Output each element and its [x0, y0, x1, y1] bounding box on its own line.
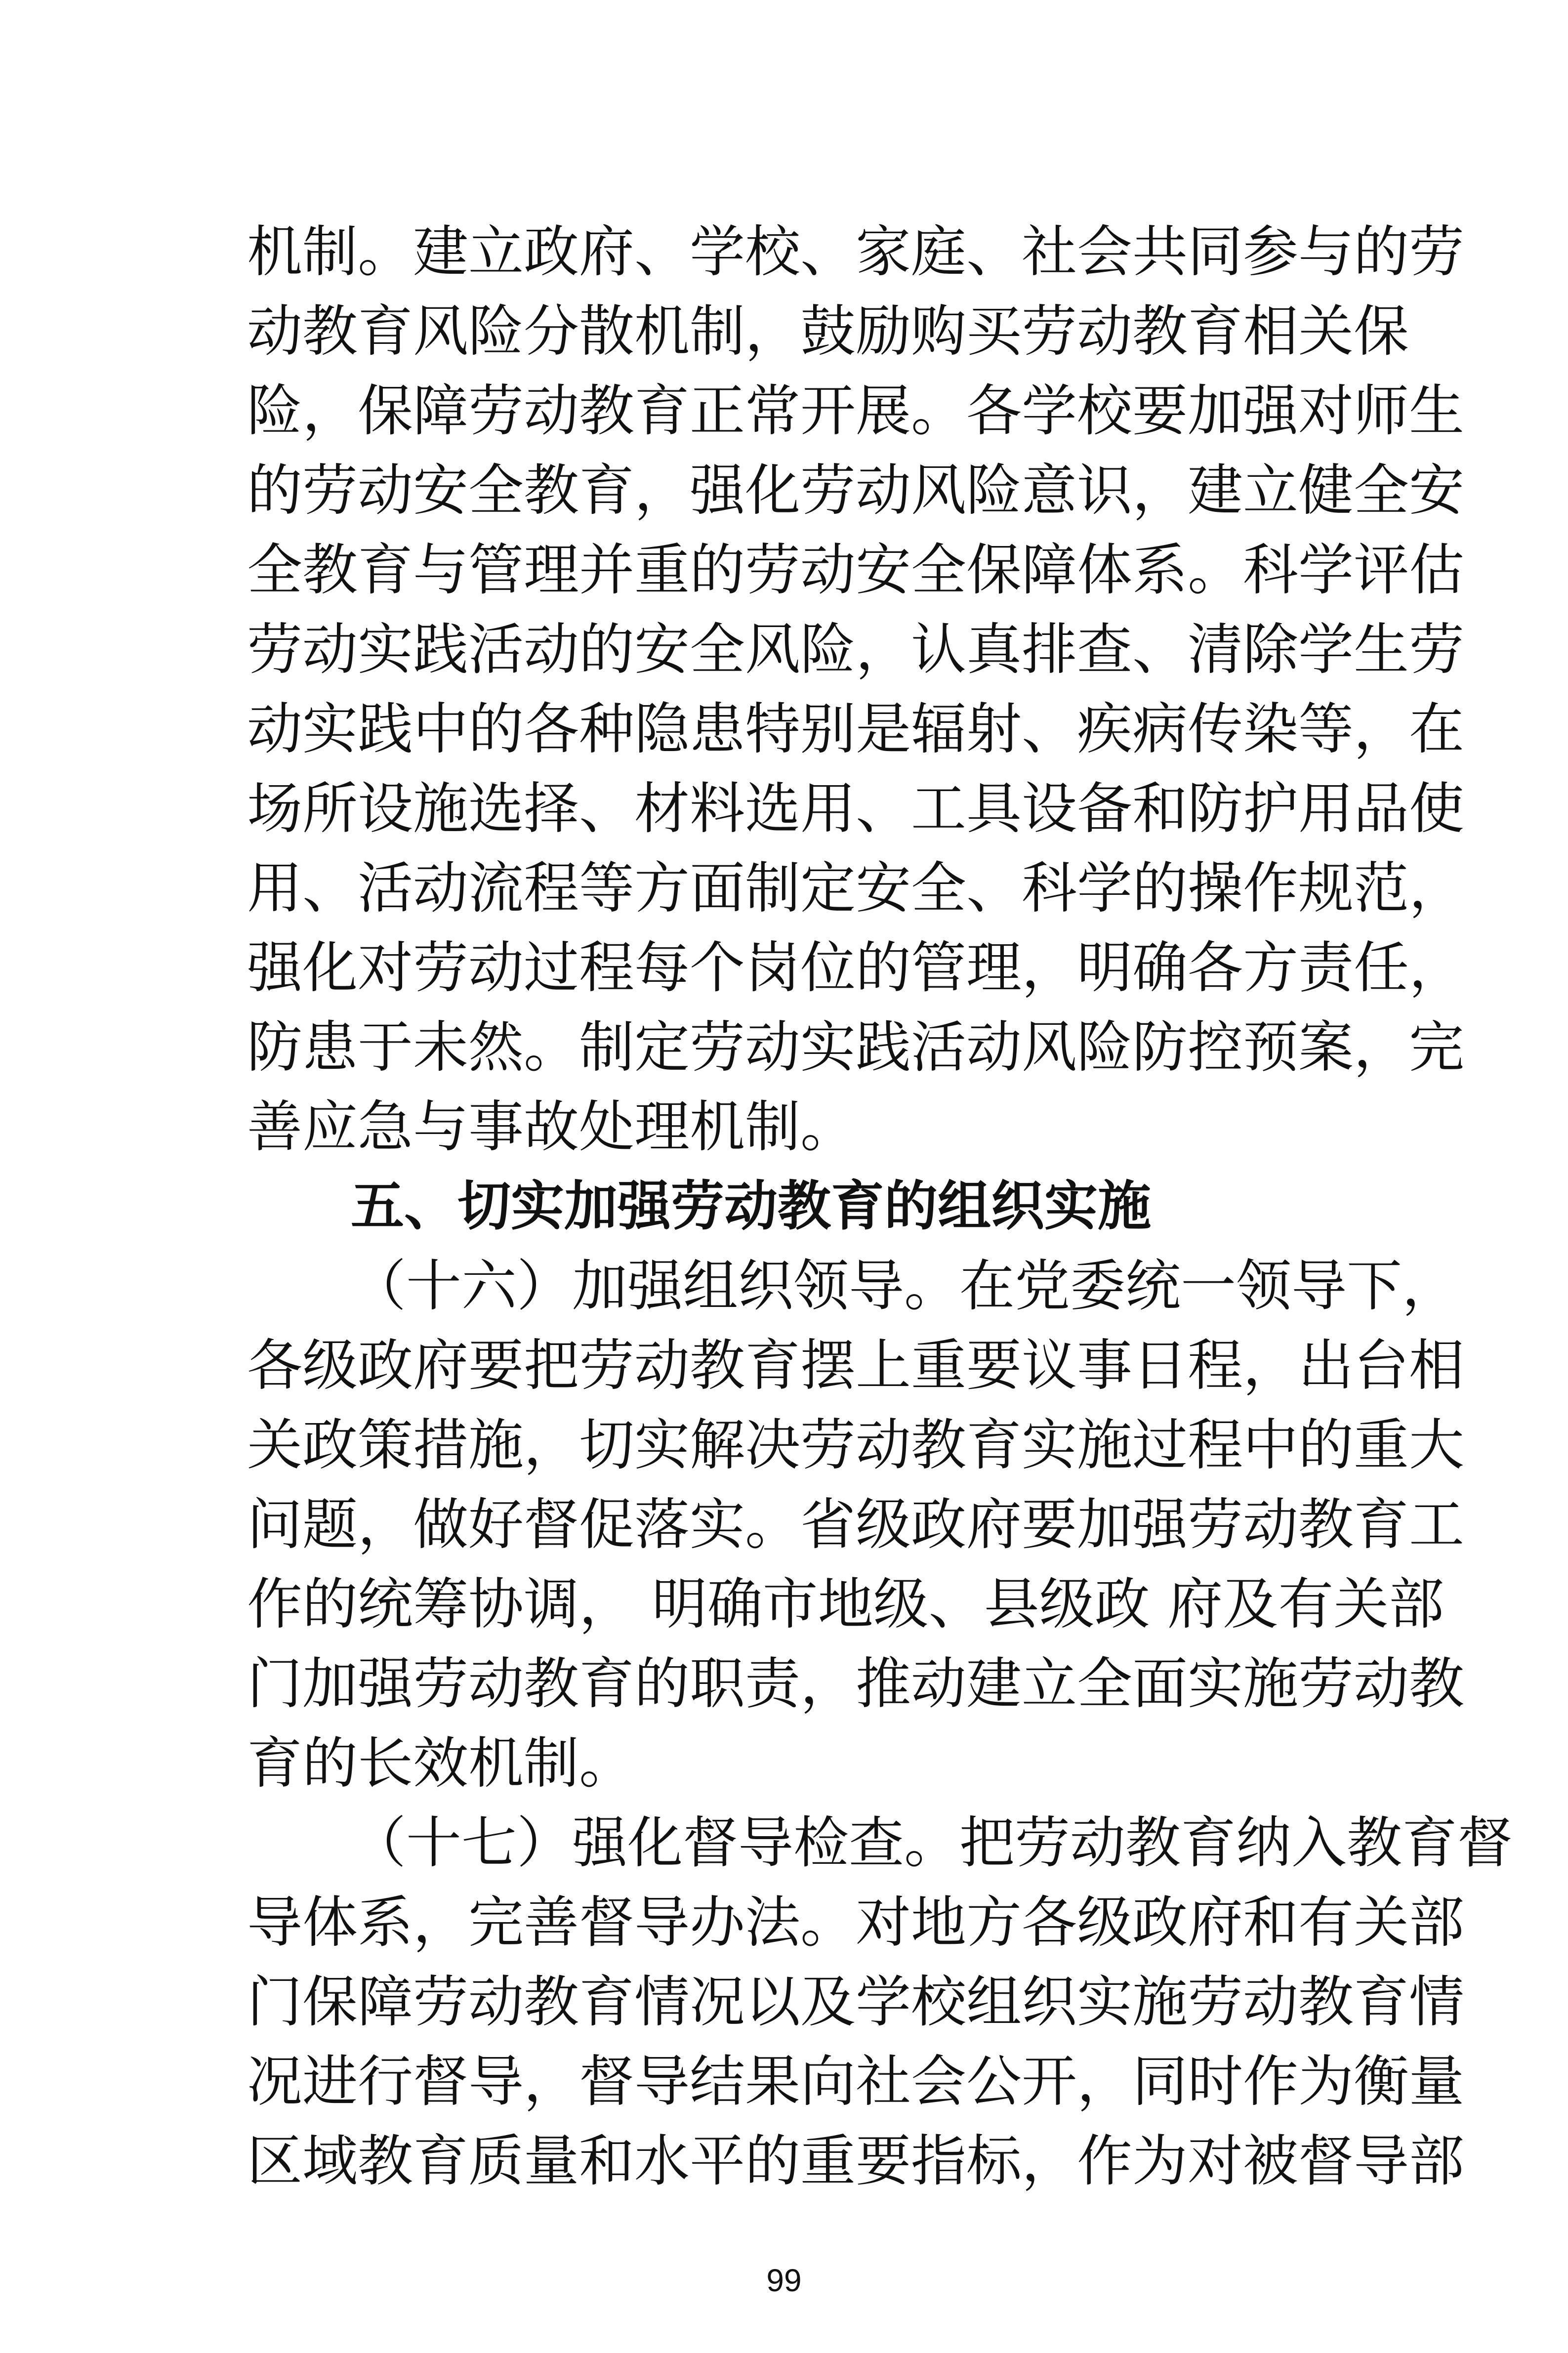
paragraph-line: 场所设施选择、材料选用、工具设备和防护用品使 [247, 777, 1464, 841]
paragraph-line: 的劳动安全教育，强化劳动风险意识，建立健全安 [247, 459, 1464, 523]
paragraph-line: 门加强劳动教育的职责，推动建立全面实施劳动教 [247, 1652, 1464, 1716]
paragraph-line: 育的长效机制。 [247, 1731, 634, 1796]
paragraph-line: 防患于未然。制定劳动实践活动风险防控预案，完 [247, 1015, 1464, 1080]
paragraph-line: 动实践中的各种隐患特别是辐射、疾病传染等，在 [247, 697, 1464, 761]
paragraph-line: 机制。建立政府、学校、家庭、社会共同参与的劳 [247, 220, 1464, 284]
paragraph-line: 况进行督导，督导结果向社会公开，同时作为衡量 [247, 2050, 1464, 2114]
section-heading: 五、切实加强劳动教育的组织实施 [351, 1176, 1152, 1237]
paragraph-line: 作的统筹协调， 明确市地级、县级政 府及有关部 [247, 1572, 1444, 1637]
page-number: 99 [766, 2263, 802, 2298]
paragraph-line: 险，保障劳动教育正常开展。各学校要加强对师生 [247, 379, 1464, 443]
paragraph-line: 区域教育质量和水平的重要指标，作为对被督导部 [247, 2129, 1464, 2193]
paragraph-line: （十七）强化督导检查。把劳动教育纳入教育督 [351, 1811, 1513, 1875]
paragraph-line: 导体系，完善督导办法。对地方各级政府和有关部 [247, 1891, 1464, 1955]
paragraph-line: 用、活动流程等方面制定安全、科学的操作规范， [247, 856, 1464, 921]
paragraph-line: 门保障劳动教育情况以及学校组织实施劳动教育情 [247, 1970, 1464, 2034]
paragraph-line: 劳动实践活动的安全风险，认真排查、清除学生劳 [247, 618, 1464, 682]
paragraph-line: 各级政府要把劳动教育摆上重要议事日程，出台相 [247, 1334, 1464, 1398]
paragraph-line: 善应急与事故处理机制。 [247, 1095, 856, 1159]
paragraph-line: 全教育与管理并重的劳动安全保障体系。科学评估 [247, 538, 1464, 602]
paragraph-line: 关政策措施，切实解决劳动教育实施过程中的重大 [247, 1413, 1464, 1477]
paragraph-line: 强化对劳动过程每个岗位的管理，明确各方责任， [247, 936, 1464, 1000]
paragraph-line: （十六）加强组织领导。在党委统一领导下， [351, 1254, 1457, 1318]
paragraph-line: 动教育风险分散机制，鼓励购买劳动教育相关保 [247, 299, 1409, 364]
paragraph-line: 问题，做好督促落实。省级政府要加强劳动教育工 [247, 1493, 1464, 1557]
